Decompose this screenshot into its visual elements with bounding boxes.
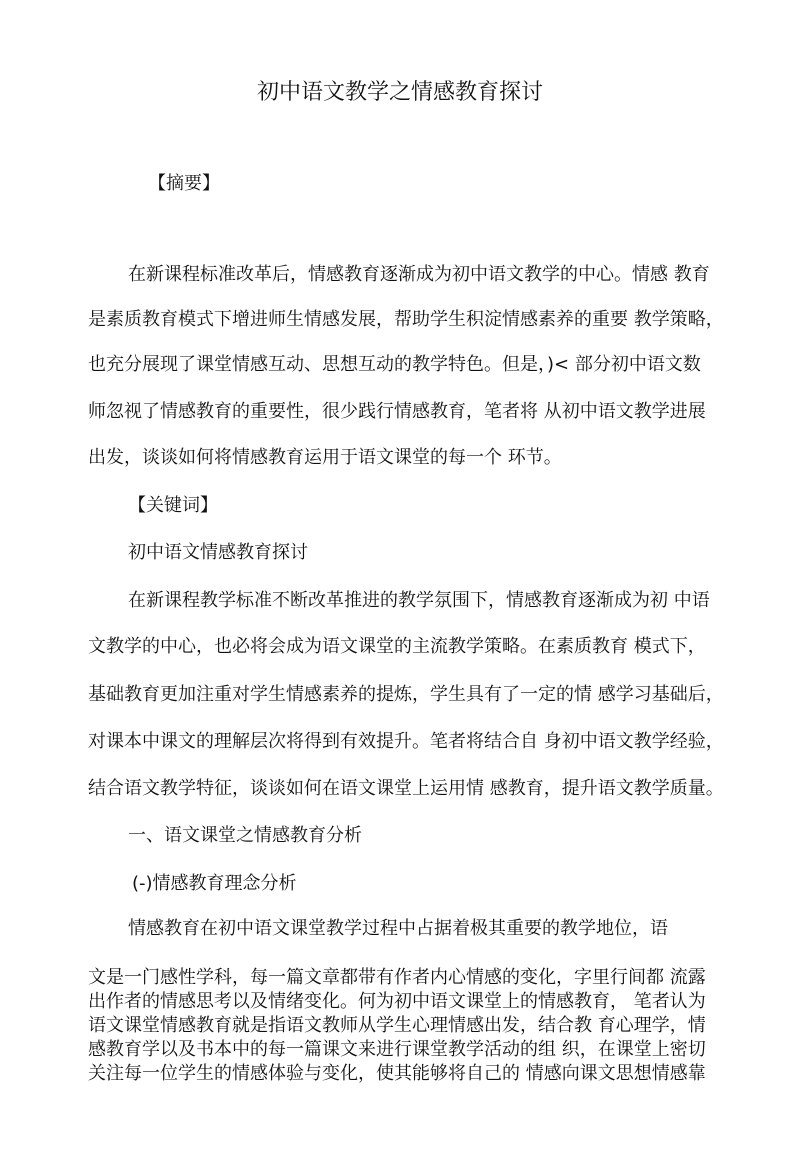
abstract-line-4: 师忽视了情感教育的重要性，很少践行情感教育，笔者将 从初中语文教学进展 — [88, 401, 706, 422]
subsection-heading: (-)情感教育理念分析 — [132, 873, 297, 894]
intro-line-5: 结合语文教学特征，谈谈如何在语文课堂上运用情 感教育，提升语文教学质量。 — [88, 778, 724, 799]
section-heading: 一、语文课堂之情感教育分析 — [128, 825, 362, 846]
abstract-line-5: 出发，谈谈如何将情感教育运用于语文课堂的每一个 环节。 — [88, 447, 562, 468]
abstract-line-3: 也充分展现了课堂情感互动、思想互动的教学特色。但是，)< 部分初中语文数 — [88, 354, 701, 375]
intro-line-2: 文教学的中心，也必将会成为语文课堂的主流教学策略。在素质教育 模式下， — [88, 636, 706, 657]
intro-line-3: 基础教育更加注重对学生情感素养的提炼，学生具有了一定的情 感学习基础后， — [88, 684, 724, 705]
abstract-line-1: 在新课程标准改革后，情感教育逐渐成为初中语文教学的中心。情感 教育 — [128, 264, 710, 285]
body-line-1: 情感教育在初中语文课堂教学过程中占据着极其重要的教学地位，语 — [128, 918, 668, 939]
intro-line-1: 在新课程教学标准不断改革推进的教学氛围下，情感教育逐渐成为初 中语 — [128, 590, 710, 611]
abstract-line-2: 是素质教育模式下增进师生情感发展，帮助学生积淀情感素养的重要 教学策略， — [88, 309, 724, 330]
keywords-heading: 【关键词】 — [128, 495, 218, 516]
body-line-3: 出作者的情感思考以及情绪变化。何为初中语文课堂上的情感教育， 笔者认为 — [88, 991, 706, 1012]
page-title: 初中语文教学之情感教育探讨 — [256, 80, 543, 105]
body-line-4: 语文课堂情感教育就是指语文教师从学生心理情感出发，结合教 育心理学，情 — [88, 1015, 706, 1036]
body-line-2: 文是一门感性学科，每一篇文章都带有作者内心情感的变化，字里行间都 流露 — [88, 967, 706, 988]
intro-line-4: 对课本中课文的理解层次将得到有效提升。笔者将结合自 身初中语文教学经验， — [88, 731, 724, 752]
keywords-text: 初中语文情感教育探讨 — [128, 542, 308, 563]
abstract-heading: 【摘要】 — [148, 173, 220, 194]
body-line-6: 关注每一位学生的情感体验与变化，使其能够将自己的 情感向课文思想情感靠 — [88, 1063, 706, 1084]
body-line-5: 感教育学以及书本中的每一篇课文来进行课堂教学活动的组 织，在课堂上密切 — [88, 1039, 706, 1060]
